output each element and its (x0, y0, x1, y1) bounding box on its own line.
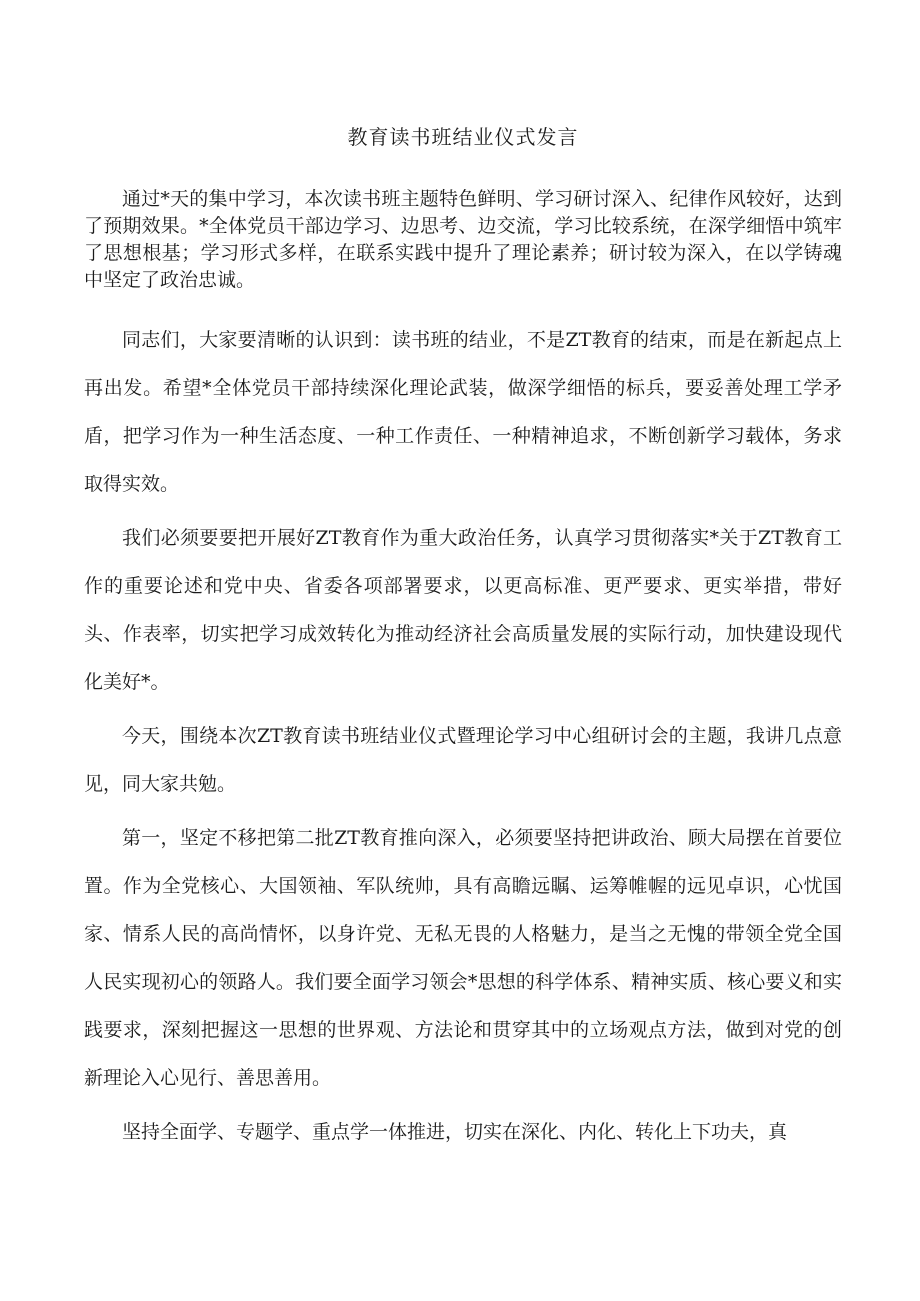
paragraph-first-point: 第一，坚定不移把第二批ZT教育推向深入，必须要坚持把讲政治、顾大局摆在首要位置。作为全党核心、大国领袖、军队统帅，具有高瞻远瞩、运筹帷幄的远见卓识，心忧国家、情系人民的高尚情怀，以身许党、无私无畏的人格魅力，是当之无愧的带领全党全国人民实现初心的领路人。我们要全面学习领会*思想的科学体系、精神实质、核心要义和实践要求，深刻把握这一思想的世界观、方法论和贯穿其中的立场观点方法，做到对党的创新理论入心见行、善思善用。 (84, 827, 842, 1089)
paragraph-summary: 通过*天的集中学习，本次读书班主题特色鲜明、学习研讨深入、纪律作风较好，达到了预期效果。*全体党员干部边学习、边思考、边交流，学习比较系统，在深学细悟中筑牢了思想根基；学习形式多样，在联系实践中提升了理论素养；研讨较为深入，在以学铸魂中坚定了政治忠诚。 (84, 188, 842, 291)
document-title: 教育读书班结业仪式发言 (347, 125, 579, 149)
paragraph-continued: 坚持全面学、专题学、重点学一体推进，切实在深化、内化、转化上下功夫，真 (122, 1121, 788, 1143)
paragraph-comrades: 同志们，大家要清晰的认识到：读书班的结业，不是ZT教育的结束，而是在新起点上再出发。希望*全体党员干部持续深化理论武装，做深学细悟的标兵，要妥善处理工学矛盾，把学习作为一种生活态度、一种工作责任、一种精神追求，不断创新学习载体，务求取得实效。 (84, 329, 842, 495)
paragraph-political-task: 我们必须要要把开展好ZT教育作为重大政治任务，认真学习贯彻落实*关于ZT教育工作的重要论述和党中央、省委各项部署要求，以更高标准、更严要求、更实举措，带好头、作表率，切实把学习成效转化为推动经济社会高质量发展的实际行动，加快建设现代化美好*。 (84, 527, 842, 693)
paragraph-today: 今天，围绕本次ZT教育读书班结业仪式暨理论学习中心组研讨会的主题，我讲几点意见，同大家共勉。 (84, 725, 842, 795)
